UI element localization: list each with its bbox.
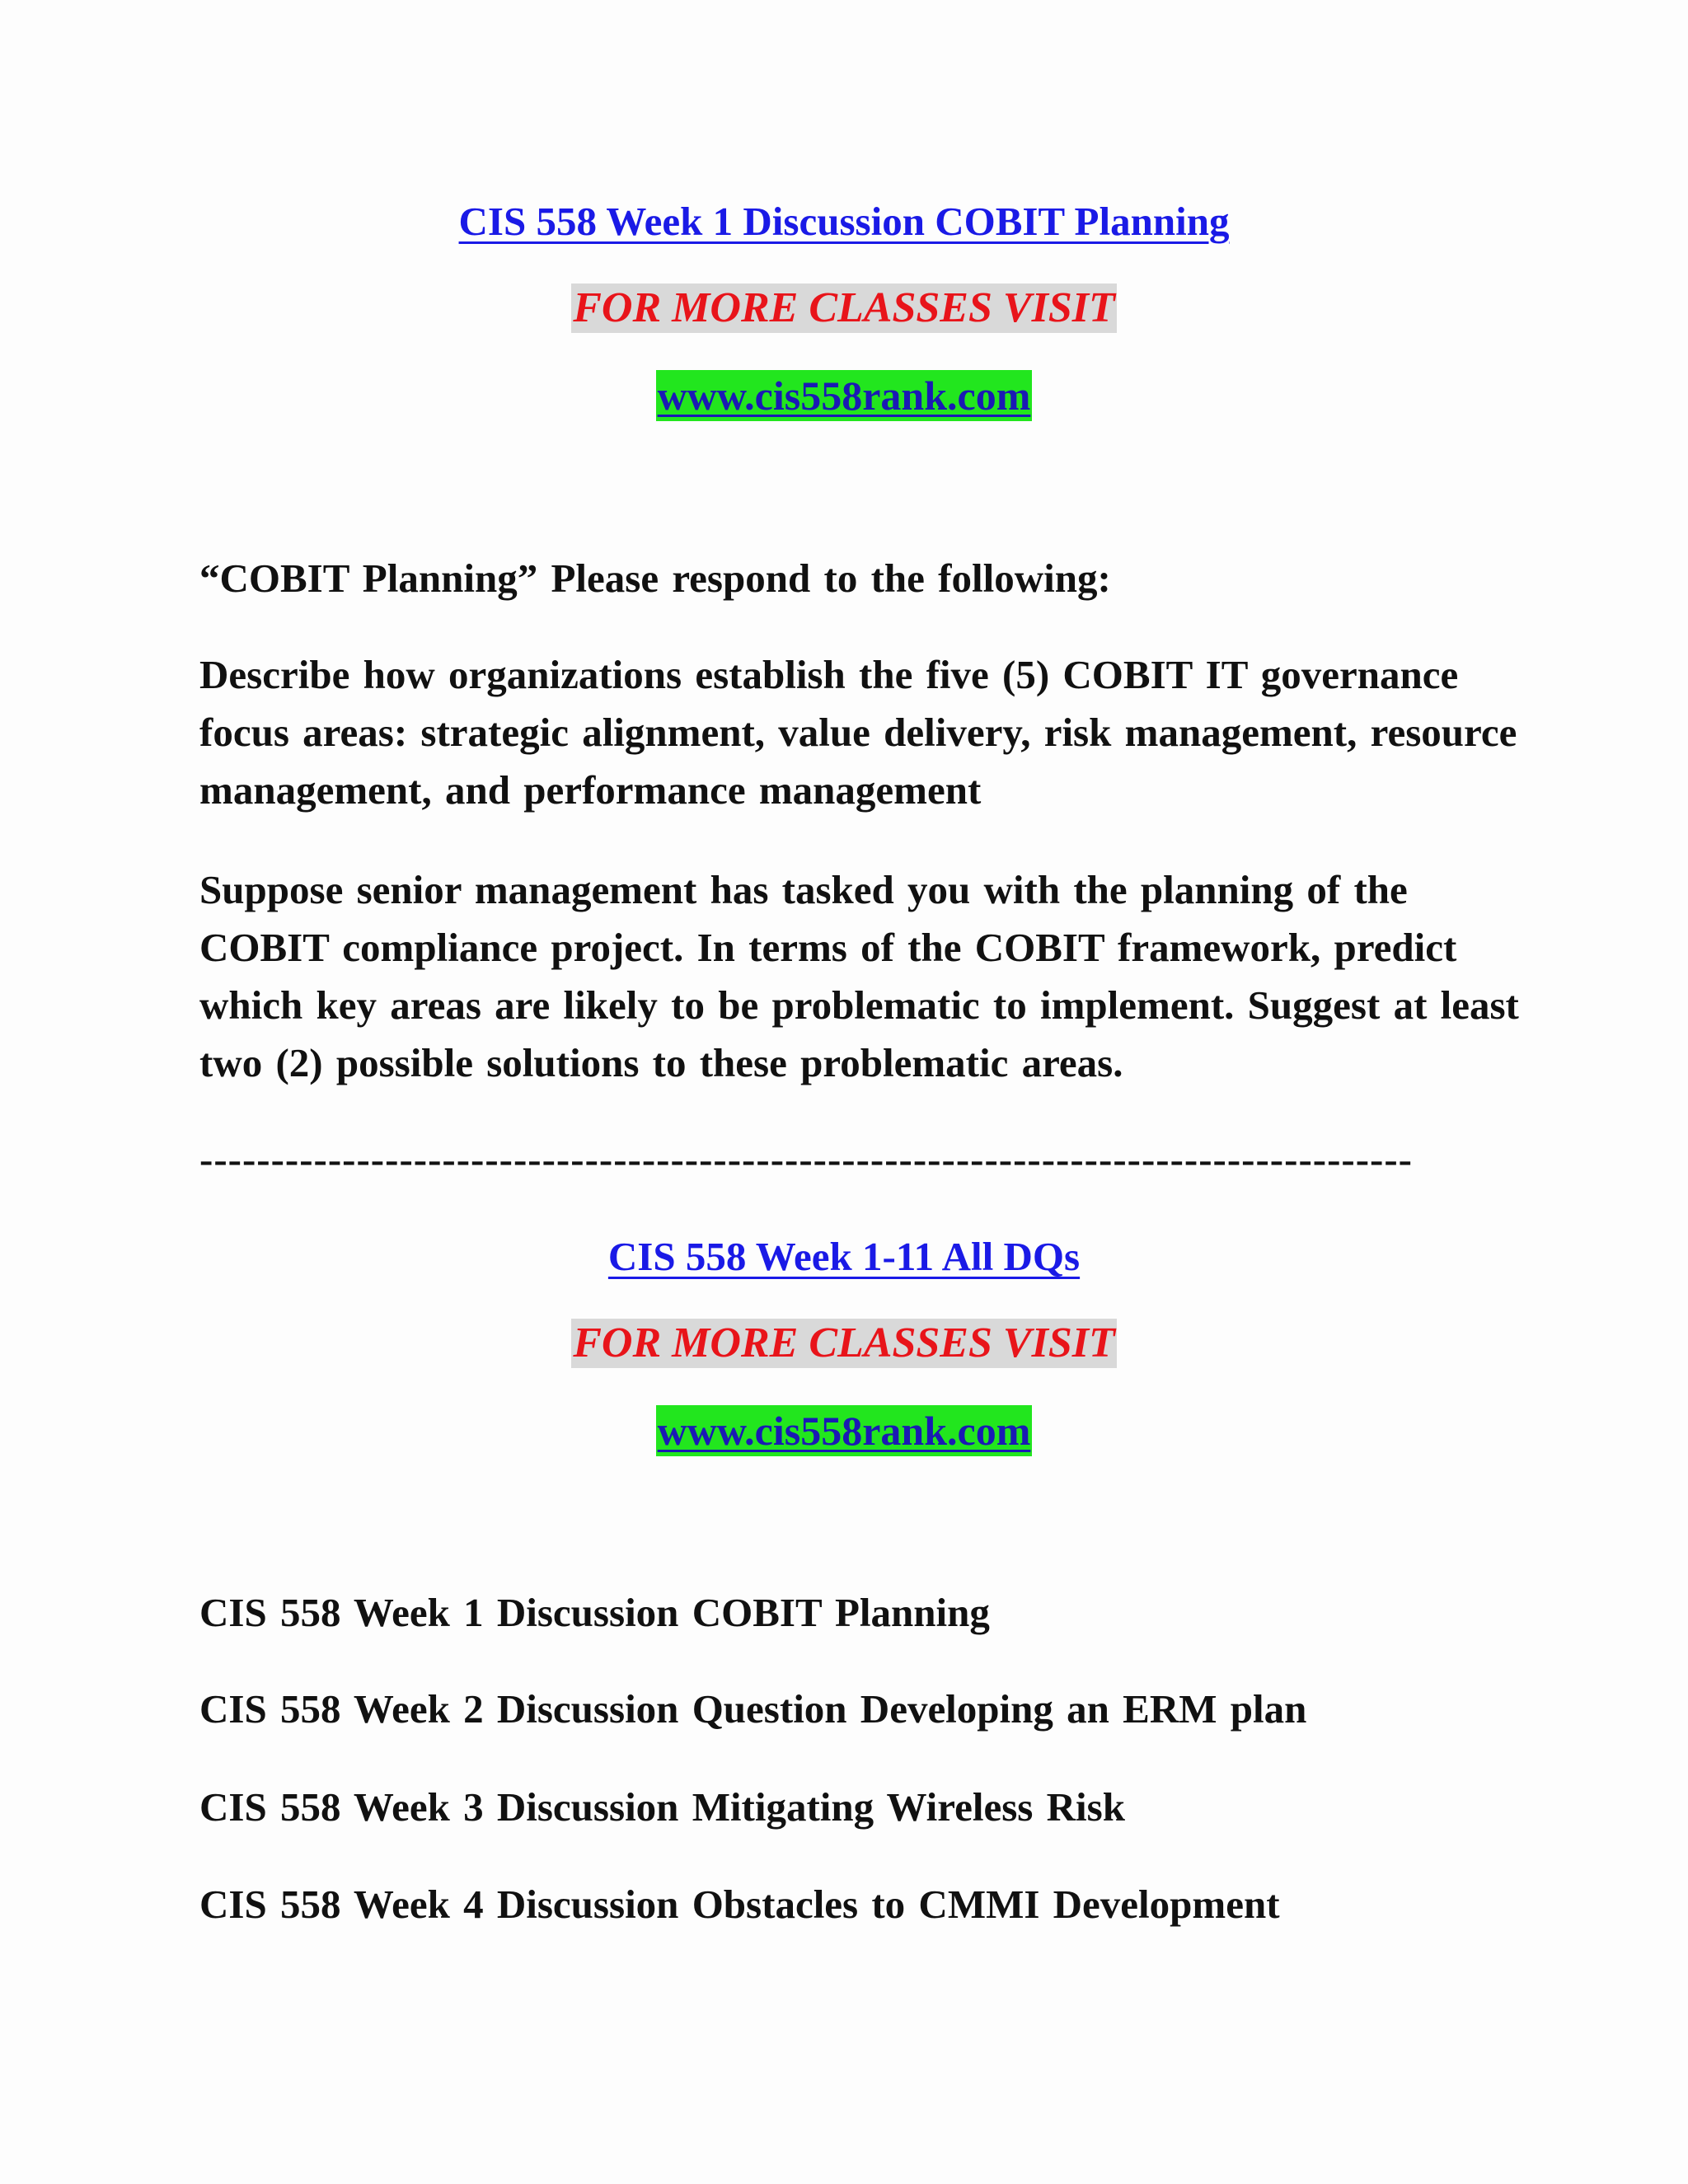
section1-visit-label: FOR MORE CLASSES VISIT [573, 284, 1115, 331]
section1-site-link[interactable]: www.cis558rank.com [656, 370, 1033, 421]
discussion-list-item: CIS 558 Week 3 Discussion Mitigating Wireless Risk [199, 1784, 1125, 1830]
section1-visit-row [0, 284, 1688, 333]
section-divider: ------------------------------------------------------------------------------------- [199, 1137, 1413, 1182]
section1-title-link[interactable]: CIS 558 Week 1 Discussion COBIT Planning [458, 199, 1230, 244]
section2-title-row [0, 1233, 1688, 1280]
section1-site-row [0, 370, 1688, 421]
section2-site-row [0, 1405, 1688, 1456]
discussion-list-item: CIS 558 Week 1 Discussion COBIT Planning [199, 1590, 990, 1635]
section2-visit-label: FOR MORE CLASSES VISIT [573, 1319, 1115, 1366]
section2-title-link[interactable]: CIS 558 Week 1-11 All DQs [607, 1234, 1081, 1279]
discussion-list-item: CIS 558 Week 2 Discussion Question Developing an ERM plan [199, 1686, 1307, 1732]
section1-title-row [0, 198, 1688, 245]
discussion-list-item: CIS 558 Week 4 Discussion Obstacles to CMMI Development [199, 1882, 1280, 1927]
prompt-paragraph-2: Suppose senior management has tasked you with the planning of the COBIT compliance project. In terms of the COBIT framework, predict which key areas are likely to be problematic to implement. Suggest at least two (2) possible solutions to these problematic areas. [199, 867, 1519, 1085]
section2-site-link[interactable]: www.cis558rank.com [656, 1405, 1033, 1456]
section2-visit-row [0, 1319, 1688, 1368]
prompt-intro: “COBIT Planning” Please respond to the following: [199, 555, 1111, 601]
prompt-paragraph-1: Describe how organizations establish the five (5) COBIT IT governance focus areas: strategic alignment, value delivery, risk management, resource management, and performance management [199, 652, 1517, 813]
